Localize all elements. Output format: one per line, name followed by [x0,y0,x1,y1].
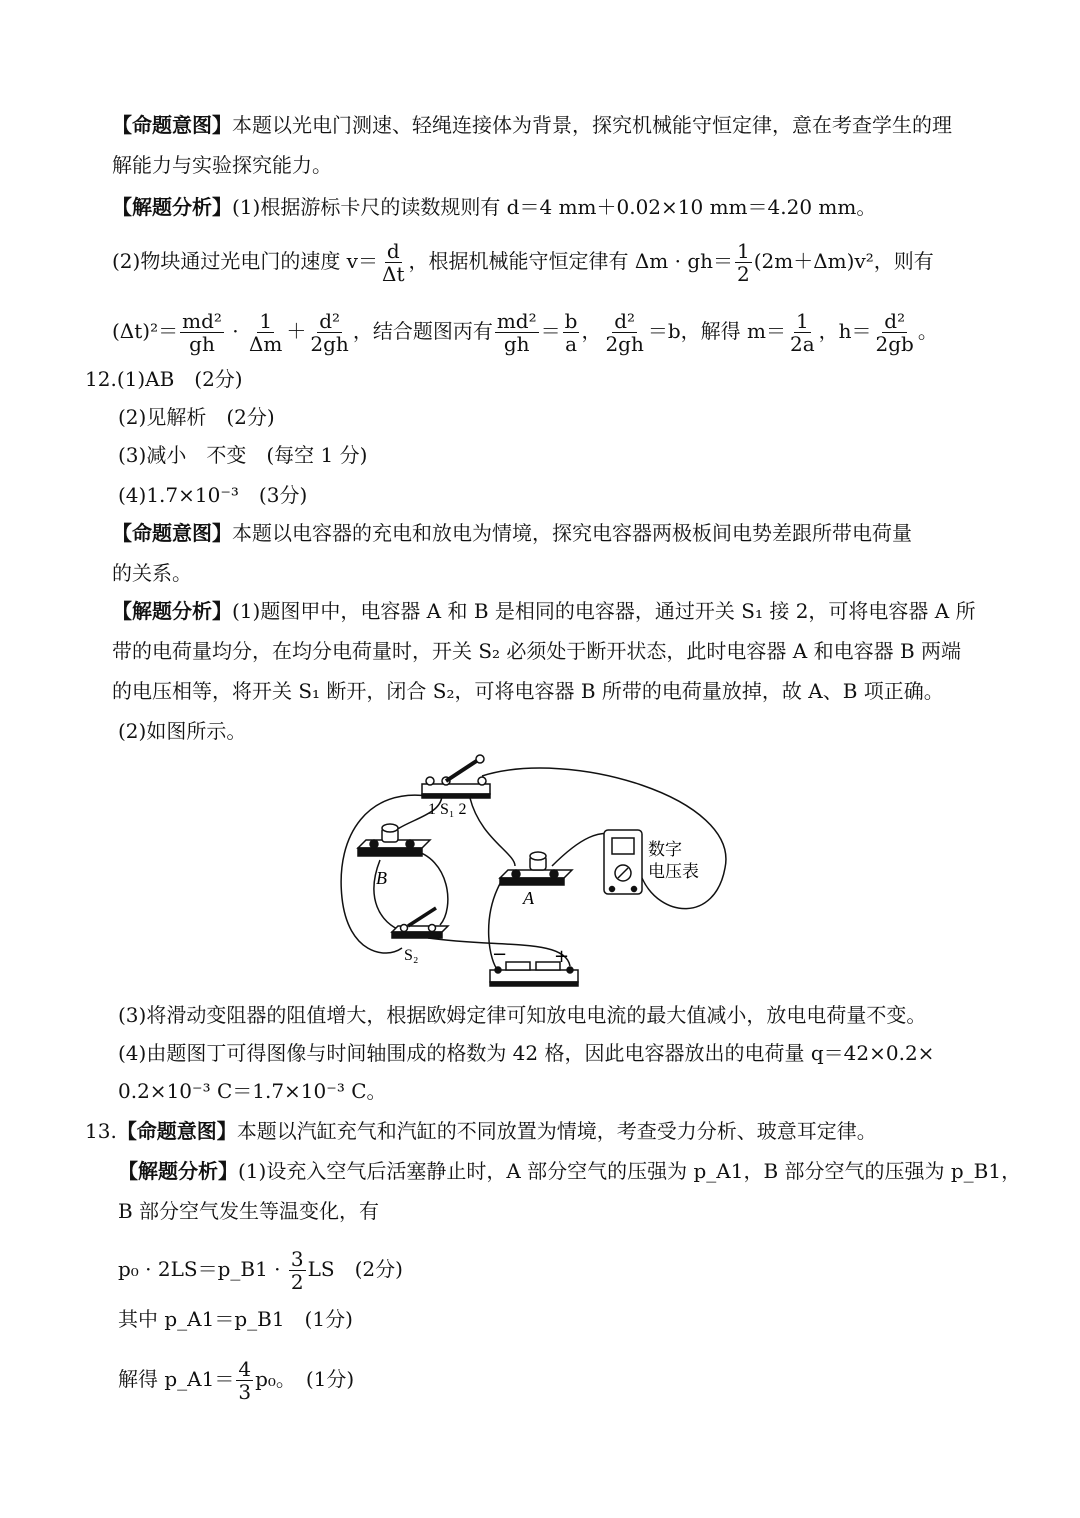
s13-equation-3: 解得 p_A1＝ $\frac{4}{3}$ p₀。 (1分) [118,1357,355,1404]
s12-analysis-1-line2: 带的电荷量均分，在均分电荷量时，开关 S₂ 必须处于断开状态，此时电容器 A 和电容器 B 两端 [112,639,962,663]
fraction: $\frac{\text{d²}}{2gh}$ [605,309,644,356]
s1-label: 1 S₁ 2 [428,801,467,818]
fraction: $\frac{1}{2a}$ [789,309,815,356]
s11-intent-line2: 解能力与实验探究能力。 [112,153,332,177]
s13-equation-1: p₀ · 2LS＝p_B1 · $\frac{3}{2}$ LS (2分) [118,1247,403,1294]
tag-analysis: 【解题分析】 [118,1159,238,1183]
meter-label-line1: 数字 [648,840,682,860]
s11-analysis-1: 【解题分析】(1)根据游标卡尺的读数规则有 d＝4 mm＋0.02×10 mm＝4.20 mm。 [112,195,877,219]
fraction: $\frac{3}{2}$ [290,1247,304,1294]
s13-analysis-line1: 【解题分析】(1)设充入空气后活塞静止时，A 部分空气的压强为 p_A1，B 部分空气的压强为 p_B1， [118,1159,1022,1183]
fraction: $\frac{\text{md²}}{gh}$ [496,309,537,356]
wire-s1-to-a [470,798,515,866]
question-number: 12. [85,367,117,391]
fraction: $\frac{1}{\Delta m}$ [248,309,283,356]
s2-label: S₂ [404,947,419,964]
s12-answer-1: 12.(1)AB (2分) [85,367,243,391]
a-label: A [523,888,534,908]
tag-analysis: 【解题分析】 [112,599,232,623]
tag-analysis: 【解题分析】 [112,195,232,219]
switch-s1 [422,755,490,798]
s12-analysis-4-line1: (4)由题图丁可得图像与时间轴围成的格数为 42 格，因此电容器放出的电荷量 q＝42×0.2× [118,1041,935,1065]
digital-voltmeter [604,830,642,894]
s13-equation-2: 其中 p_A1＝p_B1 (1分) [118,1307,353,1331]
fraction: $\frac{4}{3}$ [238,1357,252,1404]
switch-lever [446,760,478,781]
fraction: $\frac{b}{a}$ [564,309,578,356]
fraction: $\frac{\text{d²}}{2gb}$ [875,309,914,356]
question-number: 13. [85,1119,117,1143]
s12-answer-3: (3)减小 不变 (每空 1 分) [118,443,368,467]
fraction: $\frac{\text{md²}}{gh}$ [182,309,222,356]
s12-intent-line2: 的关系。 [112,561,192,585]
b-label: B [376,868,387,888]
s12-answer-4: (4)1.7×10⁻³ (3分) [118,483,308,507]
battery-plus: + [554,946,570,967]
s11-analysis-3: (Δt)²＝ $\frac{\text{md²}}{gh}$ · $\frac{1}{\Delta m}$ ＋ $\frac{\text{d²}}{2gh}$ ，结合题图丙有 $\frac{\text{md²}}{gh}$ ＝ $\frac{b}{a}$ ， $\frac{\text{d²}}{2gh}$ ＝b，解得 m＝ $\frac{1}{2a}$ ，h＝ $\frac{\text{d²}}{2gb}$ 。 [112,309,938,356]
s12-analysis-3: (3)将滑动变阻器的阻值增大，根据欧姆定律可知放电电流的最大值减小，放电电荷量不变。 [118,1003,927,1027]
s12-analysis-4-line2: 0.2×10⁻³ C＝1.7×10⁻³ C。 [118,1079,387,1103]
circuit-diagram [330,748,750,990]
s11-analysis-2: (2)物块通过光电门的速度 v＝ $\frac{d}{\Delta t}$ ，根据机械能守恒定律有 Δm · gh＝ $\frac{1}{2}$ (2m＋Δm)v²，则有 [112,239,934,286]
battery-minus: − [492,944,508,965]
terminal [426,777,434,785]
s12-analysis-1-line3: 的电压相等，将开关 S₁ 断开，闭合 S₂，可将电容器 B 所带的电荷量放掉，故 A、B 项正确。 [112,679,944,703]
tag-intent: 【命题意图】 [112,521,232,545]
switch-s2 [392,908,448,938]
s12-analysis-1-line1: 【解题分析】(1)题图甲中，电容器 A 和 B 是相同的电容器，通过开关 S₁ 接 2，可将电容器 A 所 [112,599,976,623]
tag-intent: 【命题意图】 [112,113,232,137]
s11-intent-line1: 【命题意图】本题以光电门测速、轻绳连接体为背景，探究机械能守恒定律，意在考查学生的理 [112,113,952,137]
s13-intent: 13.【命题意图】本题以汽缸充气和汽缸的不同放置为情境，考查受力分析、玻意耳定律。 [85,1119,877,1143]
switch-base [422,784,490,794]
capacitor-b [358,824,430,856]
fraction: $\frac{\text{d²}}{2gh}$ [310,309,349,356]
fraction: $\frac{1}{2}$ [737,239,750,286]
fraction: $\frac{d}{\Delta t}$ [382,239,405,286]
s12-intent-line1: 【命题意图】本题以电容器的充电和放电为情境，探究电容器两极板间电势差跟所带电荷量 [112,521,912,545]
s12-answer-2: (2)见解析 (2分) [118,405,275,429]
s13-analysis-line2: B 部分空气发生等温变化，有 [118,1199,380,1223]
s12-analysis-2: (2)如图所示。 [118,719,247,743]
tag-intent: 【命题意图】 [116,1119,237,1143]
terminal [478,777,486,785]
meter-label-line2: 电压表 [648,862,699,882]
